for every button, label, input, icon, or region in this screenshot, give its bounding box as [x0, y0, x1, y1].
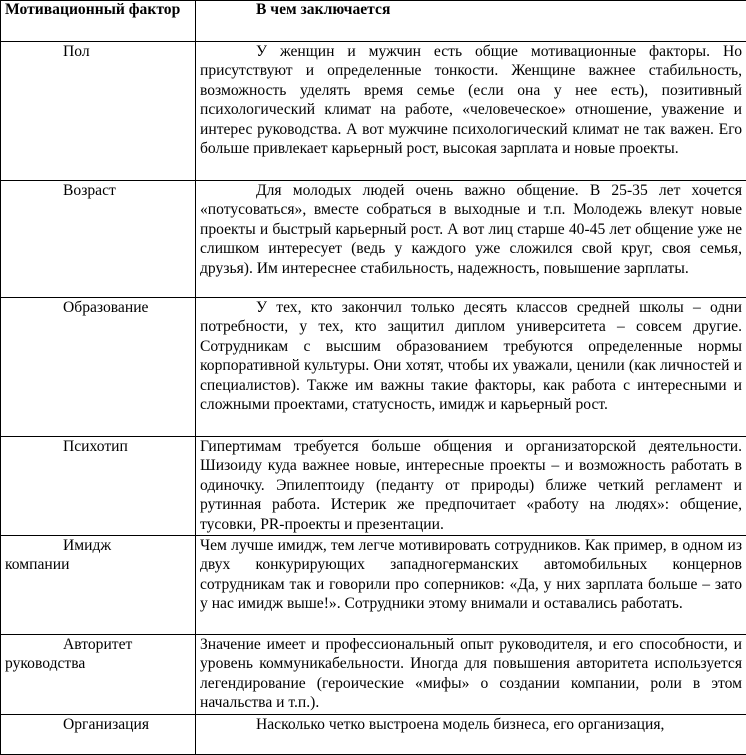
factor-label-line1: Имидж: [5, 536, 191, 555]
factor-label: Психотип: [5, 437, 191, 456]
factor-label: Организация: [5, 715, 191, 734]
description-text: Насколько четко выстроена модель бизнеса, его организация,: [200, 715, 742, 734]
factor-cell: [1, 635, 196, 715]
description-cell: [196, 181, 746, 298]
description-cell: [196, 635, 746, 715]
factor-cell: [1, 437, 196, 536]
description-cell: [196, 437, 746, 536]
header-factor: Мотивационный фактор: [1, 1, 196, 42]
factor-cell: [1, 181, 196, 298]
factor-label-line1: Авторитет: [5, 635, 191, 654]
table-row: [1, 536, 746, 635]
factor-label: Пол: [5, 42, 191, 61]
table-row: [1, 635, 746, 715]
description-text: Чем лучше имидж, тем легче мотивировать сотрудников. Как пример, в одном из двух конкурирующих западногерманских автомобильных концернов сотрудникам так и говорили про соперников: «Да, у них зарплата больше – зато у нас имидж выше!». Сотрудники этому внимали и оставались работать.: [200, 536, 742, 614]
table-header-row: [1, 1, 746, 42]
description-cell: [196, 298, 746, 437]
table-row: [1, 42, 746, 181]
table-row: [1, 437, 746, 536]
description-text: У женщин и мужчин есть общие мотивационные факторы. Но присутствуют и определенные тонкости. Женщине важнее стабильность, возможность уделять время семье (если она у нее есть), позитивный психологический климат на работе, «человеческое» отношение, уважение и интерес руководства. А вот мужчине психологический климат не так важен. Его больше привлекает карьерный рост, высокая зарплата и новые проекты.: [200, 42, 742, 158]
description-text: У тех, кто закончил только десять классов средней школы – одни потребности, у тех, кто защитил диплом университета – совсем другие. Сотрудникам с высшим образованием требуются определенные нормы корпоративной культуры. Они хотят, чтобы их уважали, ценили (как личностей и специалистов). Также им важны такие факторы, как работа с интересными и сложными проектами, статусность, имидж и карьерный рост.: [200, 298, 742, 414]
factor-label-line2: руководства: [5, 655, 85, 672]
factor-label: Возраст: [5, 181, 191, 200]
description-text: Для молодых людей очень важно общение. В 25-35 лет хочется «потусоваться», вместе собраться в выходные и т.п. Молодежь влекут новые проекты и быстрый карьерный рост. А вот лиц старше 40-45 лет общение уже не слишком интересует (ведь у каждого уже сложился свой круг, своя семья, друзья). Им интереснее стабильность, надежность, повышение зарплаты.: [200, 181, 742, 278]
factor-label-line2: компании: [5, 556, 69, 573]
description-text: Значение имеет и профессиональный опыт руководителя, и его способности, и уровень коммуникабельности. Иногда для повышения авторитета используется легендирование (героические «мифы» о создании компании, роли в этом начальства и т.п.).: [200, 635, 742, 713]
factor-cell: [1, 42, 196, 181]
header-description: В чем заключается: [196, 1, 746, 42]
description-cell: [196, 536, 746, 635]
factor-cell: [1, 536, 196, 635]
description-cell: [196, 42, 746, 181]
table-row: [1, 298, 746, 437]
description-text: Гипертимам требуется больше общения и организаторской деятельности. Шизоиду куда важнее новые, интересные проекты – и возможность работать в одиночку. Эпилептоиду (педанту от природы) ближе четкий регламент и рутинная работа. Истерик же предпочитает «работу на людях»: общение, тусовки, PR-проекты и презентации.: [200, 437, 742, 534]
factor-label: Образование: [5, 298, 191, 317]
factor-cell: [1, 298, 196, 437]
table-row: [1, 181, 746, 298]
